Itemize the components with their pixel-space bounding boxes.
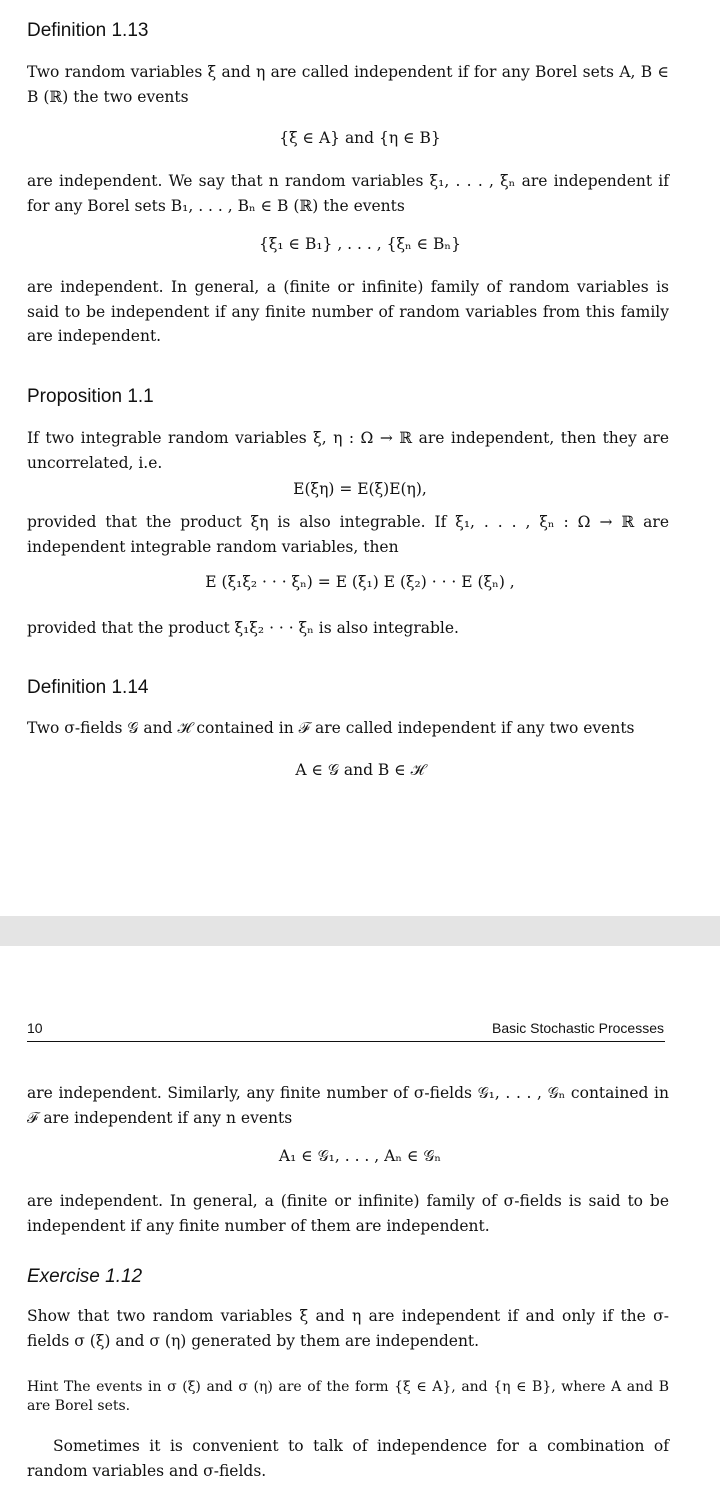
exercise-1-12-title: Exercise 1.12: [27, 1266, 143, 1287]
definition-1-13-paragraph-1: Two random variables ξ and η are called independent if for any Borel sets A, B ∈ B (ℝ) the two events: [27, 63, 669, 106]
definition-1-13-paragraph-2: are independent. We say that n random variables ξ₁, . . . , ξₙ are independent if for any Borel sets B₁, . . . , Bₙ ∈ B (ℝ) the events: [27, 172, 669, 215]
continuation-equation-1: A₁ ∈ 𝒢₁, . . . , Aₙ ∈ 𝒢ₙ: [278, 1147, 442, 1165]
definition-1-14-title: Definition 1.14: [27, 677, 149, 698]
continuation-paragraph-2: are independent. In general, a (finite or infinite) family of σ-fields is said to be independent if any finite number of them are independent.: [27, 1192, 669, 1235]
definition-1-14-equation-1: A ∈ 𝒢 and B ∈ ℋ: [295, 761, 425, 779]
proposition-1-1-title: Proposition 1.1: [27, 386, 154, 407]
header-rule: [27, 1041, 665, 1042]
proposition-1-1-paragraph-2: provided that the product ξη is also integrable. If ξ₁, . . . , ξₙ : Ω → ℝ are independent integrable random variables, then: [27, 513, 669, 556]
running-head: Basic Stochastic Processes: [492, 1020, 664, 1036]
definition-1-14-paragraph-1: Two σ-fields 𝒢 and ℋ contained in ℱ are called independent if any two events: [27, 719, 635, 737]
definition-1-13-equation-1: {ξ ∈ A} and {η ∈ B}: [279, 129, 441, 147]
definition-1-13-equation-2: {ξ₁ ∈ B₁} , . . . , {ξₙ ∈ Bₙ}: [259, 235, 461, 253]
hint-paragraph: Hint The events in σ (ξ) and σ (η) are of the form {ξ ∈ A}, and {η ∈ B}, where A and B are Borel sets.: [27, 1379, 669, 1414]
proposition-1-1-equation-1: E(ξη) = E(ξ)E(η),: [293, 480, 427, 498]
proposition-1-1-paragraph-1: If two integrable random variables ξ, η : Ω → ℝ are independent, then they are uncorrelated, i.e.: [27, 429, 669, 472]
page-number: 10: [27, 1020, 43, 1036]
proposition-1-1-paragraph-3: provided that the product ξ₁ξ₂ · · · ξₙ is also integrable.: [27, 619, 459, 637]
definition-1-13-title: Definition 1.13: [27, 20, 149, 41]
definition-1-13-paragraph-3: are independent. In general, a (finite or infinite) family of random variables is said to be independent if any finite number of random variables from this family are independent.: [27, 278, 669, 345]
continuation-paragraph-1: are independent. Similarly, any finite number of σ-fields 𝒢₁, . . . , 𝒢ₙ contained in ℱ are independent if any n events: [27, 1084, 669, 1127]
proposition-1-1-equation-2: E (ξ₁ξ₂ · · · ξₙ) = E (ξ₁) E (ξ₂) · · · E (ξₙ) ,: [205, 573, 515, 591]
closing-paragraph: Sometimes it is convenient to talk of independence for a combination of random variables and σ-fields.: [27, 1437, 669, 1480]
exercise-1-12-paragraph: Show that two random variables ξ and η are independent if and only if the σ-fields σ (ξ) and σ (η) generated by them are independent.: [27, 1307, 669, 1350]
page-lower: [0, 946, 720, 1493]
page-separator: [0, 916, 720, 946]
